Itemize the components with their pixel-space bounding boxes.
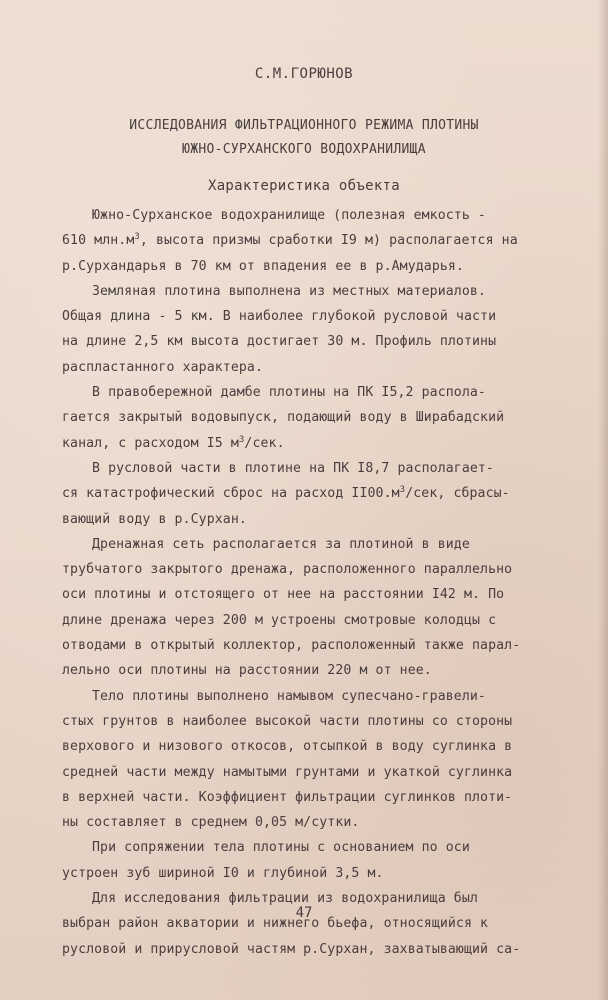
text-line-content: При сопряжении тела плотины с основанием по оси	[92, 840, 470, 856]
body-text	[62, 203, 600, 962]
text-line	[62, 254, 600, 279]
text-line	[62, 380, 600, 405]
text-line-continuation: /сек.	[244, 435, 285, 451]
text-line-content: Южно-Сурханское водохранилище (полезная емкость -	[92, 208, 486, 223]
text-line	[62, 279, 600, 304]
text-line-content: оси плотины и отстоящего от нее на расстоянии I42 м. По	[62, 587, 505, 603]
text-line-content: ны составляет в среднем 0,05 м/сутки.	[62, 815, 360, 831]
text-line	[62, 405, 600, 430]
text-line-content: вающий воду в р.Сурхан.	[62, 511, 247, 527]
text-line-content: длине дренажа через 200 м устроены смотровые колодцы с	[62, 612, 497, 628]
text-line-continuation: /сек, сбрасы-	[405, 486, 510, 502]
text-line-content: 610 млн.м	[62, 233, 135, 249]
text-line-content: р.Сурхандарья в 70 км от впадения ее в р.Амударья.	[62, 258, 464, 274]
text-line	[62, 582, 600, 607]
text-line	[62, 861, 600, 886]
text-line-content: устроен зуб шириной I0 и глубиной 3,5 м.	[62, 865, 384, 881]
text-line	[62, 228, 600, 253]
text-line-content: распластанного характера.	[62, 359, 263, 375]
text-line	[62, 329, 600, 354]
superscript-exponent: 3	[238, 434, 245, 445]
title-line-1: ИССЛЕДОВАНИЯ ФИЛЬТРАЦИОННОГО РЕЖИМА ПЛОТИНЫ	[129, 118, 479, 133]
text-line-continuation: , высота призмы сработки I9 м) располагается на	[139, 233, 518, 249]
text-line-content: канал, с расходом I5 м	[62, 435, 239, 451]
text-line	[62, 760, 600, 785]
text-line-content: в верхней части. Коэффициент фильтрации суглинков плоти-	[62, 789, 513, 805]
text-line-content: средней части между намытыми грунтами и укаткой суглинка	[62, 764, 513, 780]
text-line	[62, 937, 600, 962]
text-line-content: отводами в открытый коллектор, расположенный также парал-	[62, 638, 521, 654]
text-line	[62, 709, 600, 734]
text-line	[62, 431, 600, 456]
text-line	[62, 633, 600, 658]
text-line	[62, 481, 600, 506]
text-line-content: трубчатого закрытого дренажа, расположенного параллельно	[62, 562, 513, 578]
text-line-content: В правобережной дамбе плотины на ПК I5,2 распола-	[92, 385, 486, 401]
text-line	[62, 304, 600, 329]
text-line	[62, 835, 600, 860]
text-line-content: Общая длина - 5 км. В наиболее глубокой русловой части	[62, 309, 497, 325]
text-line	[62, 658, 600, 683]
text-line-content: выбран район акватории и нижнего бьефа, относящийся к	[62, 916, 489, 932]
text-line	[62, 507, 600, 532]
article-title	[0, 114, 608, 162]
author-name: С.М.ГОРЮНОВ	[254, 66, 354, 82]
text-line	[62, 684, 600, 709]
text-line-content: на длине 2,5 км высота достигает 30 м. Профиль плотины	[62, 334, 497, 350]
text-line-content: лельно оси плотины на расстоянии 220 м от нее.	[62, 663, 432, 679]
text-line-content: стых грунтов в наиболее высокой части плотины со стороны	[62, 713, 513, 729]
page-number: 47	[295, 905, 313, 921]
text-line	[62, 532, 600, 557]
text-line-content: верхового и низового откосов, отсыпкой в воду суглинка в	[62, 739, 513, 755]
text-line	[62, 456, 600, 481]
text-line-content: русловой и прирусловой частям р.Сурхан, захватывающий са-	[62, 941, 521, 957]
text-line	[62, 355, 600, 380]
text-line	[62, 608, 600, 633]
section-heading: Характеристика объекта	[207, 178, 401, 194]
superscript-exponent: 3	[134, 232, 140, 243]
text-line	[62, 557, 600, 582]
title-line-2: ЮЖНО-СУРХАНСКОГО ВОДОХРАНИЛИЩА	[182, 142, 426, 157]
text-line	[62, 810, 600, 835]
text-line-content: Дренажная сеть располагается за плотиной в виде	[92, 536, 470, 552]
text-line-content: гается закрытый водовыпуск, подающий воду в Ширабадский	[62, 410, 505, 426]
text-line-content: В русловой части в плотине на ПК I8,7 располагает-	[92, 460, 494, 476]
text-line-content: Земляная плотина выполнена из местных материалов.	[92, 283, 486, 299]
text-line-content: Тело плотины выполнено намывом супесчано-гравели-	[92, 688, 486, 704]
text-line	[62, 734, 600, 759]
superscript-exponent: 3	[399, 485, 406, 496]
text-line-content: ся катастрофический сброс на расход II00.м	[62, 486, 400, 502]
text-line	[62, 785, 600, 810]
text-line	[62, 203, 600, 228]
text-line-content: Для исследования фильтрации из водохранилища был	[92, 891, 478, 907]
